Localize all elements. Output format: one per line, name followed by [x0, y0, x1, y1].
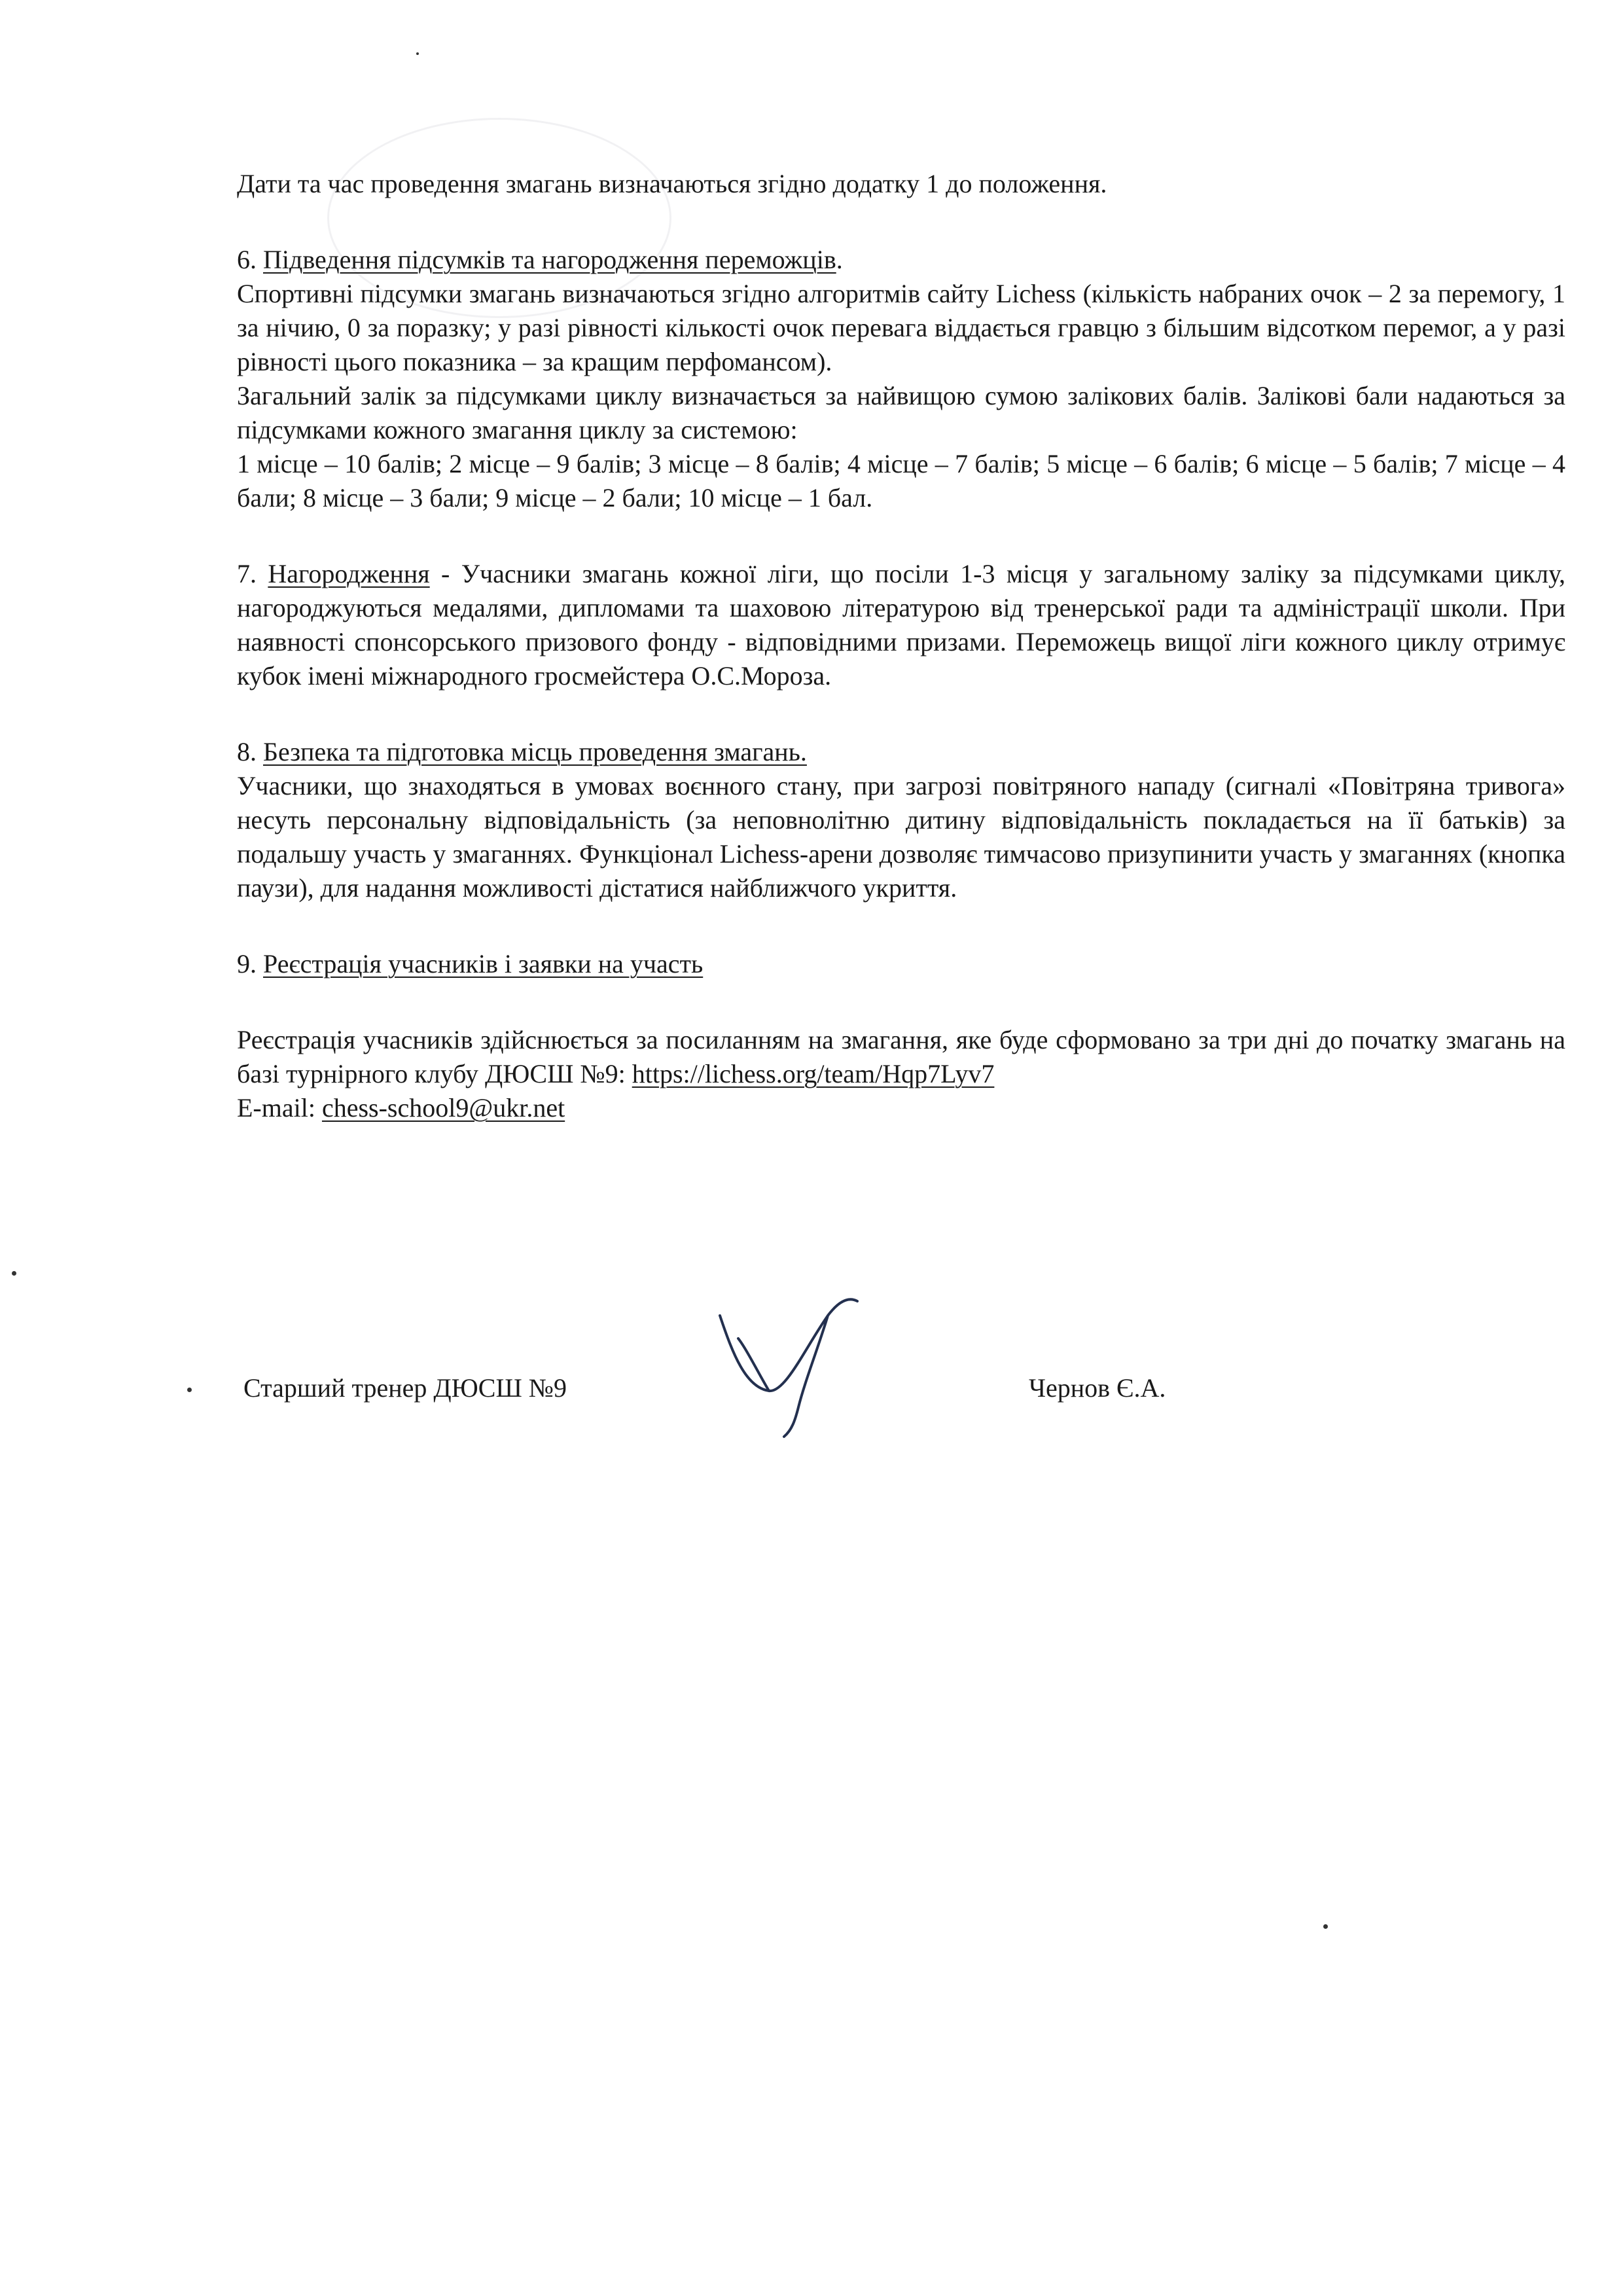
scan-dot-mark	[1323, 1924, 1328, 1929]
section-6-para-1: Спортивні підсумки змагань визначаються згідно алгоритмів сайту Lichess (кількість набраних очок – 2 за перемогу, 1 за нічию, 0 за поразку; у разі рівності кількості очок перевага віддається гравцю з більшим відсотком перемог, а у разі рівності цього показника – за кращим перфомансом).	[237, 279, 1565, 376]
signer-name: Чернов Є.А.	[1029, 1373, 1166, 1403]
section-9-heading-text: Реєстрація учасників і заявки на участь	[263, 949, 704, 978]
section-9-heading	[237, 947, 1565, 981]
signature-block	[237, 1371, 1565, 1410]
section-7-heading: Нагородження	[268, 559, 430, 588]
document-body	[237, 167, 1565, 1125]
section-9-body	[237, 1023, 1565, 1091]
section-6-number: 6.	[237, 245, 263, 274]
email-link[interactable]: chess-school9@ukr.net	[321, 1093, 565, 1122]
scan-dot-mark	[416, 52, 419, 55]
section-8-number: 8.	[237, 737, 263, 766]
section-7-number: 7.	[237, 559, 268, 588]
section-9-text: Реєстрація учасників здійснюється за посиланням на змагання, яке буде сформовано за три дні до початку змагань на базі турнірного клубу ДЮСШ №9:	[237, 1025, 1565, 1088]
scan-dot-mark	[187, 1388, 192, 1392]
team-link[interactable]: https://lichess.org/team/Hqp7Lyv7	[632, 1059, 995, 1088]
section-6-heading	[237, 243, 1565, 277]
section-9	[237, 947, 1565, 1125]
section-8	[237, 735, 1565, 905]
dates-line: Дати та час проведення змагань визначаються згідно додатку 1 до положення.	[237, 169, 1107, 198]
section-8-heading-text: Безпека та підготовка місць проведення змагань.	[263, 737, 807, 766]
email-line	[237, 1091, 1565, 1125]
section-7-body: - Учасники змагань кожної ліги, що посіли 1-3 місця у загальному заліку за підсумками циклу, нагороджуються медалями, дипломами та шаховою літературою від тренерської ради та адміністрації школи. При наявності спонсорського призового фонду - відповідними призами. Переможець вищої ліги кожного циклу отримує кубок імені міжнародного гросмейстера О.С.Мороза.	[237, 559, 1565, 691]
section-8-body: Учасники, що знаходяться в умовах воєнного стану, при загрозі повітряного нападу (сигналі «Повітряна тривога» несуть персональну відповідальність (за неповнолітню дитину відповідальність покладається на її батьків) за подальшу участь у змаганнях. Функціонал Lichess-арени дозволяє тимчасово призупинити участь у змаганнях (кнопка паузи), для надання можливості дістатися найближчого укриття.	[237, 771, 1565, 903]
email-label: E-mail:	[237, 1093, 322, 1122]
handwritten-signature	[707, 1276, 877, 1446]
section-6-heading-end: .	[836, 245, 843, 274]
signer-title: Старший тренер ДЮСШ №9	[243, 1373, 567, 1403]
section-8-heading	[237, 735, 1565, 769]
section-7-text	[237, 557, 1565, 693]
section-6-para-2: Загальний залік за підсумками циклу визначається за найвищою сумою залікових балів. Залікові бали надаються за підсумками кожного змагання циклу за системою:	[237, 381, 1565, 444]
section-9-number: 9.	[237, 949, 263, 978]
section-7	[237, 557, 1565, 693]
section-6	[237, 243, 1565, 515]
scan-dot-mark	[12, 1271, 16, 1276]
section-6-heading-text: Підведення підсумків та нагородження переможців	[263, 245, 836, 274]
section-6-para-3: 1 місце – 10 балів; 2 місце – 9 балів; 3 місце – 8 балів; 4 місце – 7 балів; 5 місце – 6 балів; 6 місце – 5 балів; 7 місце – 4 бали; 8 місце – 3 бали; 9 місце – 2 бали; 10 місце – 1 бал.	[237, 449, 1565, 512]
